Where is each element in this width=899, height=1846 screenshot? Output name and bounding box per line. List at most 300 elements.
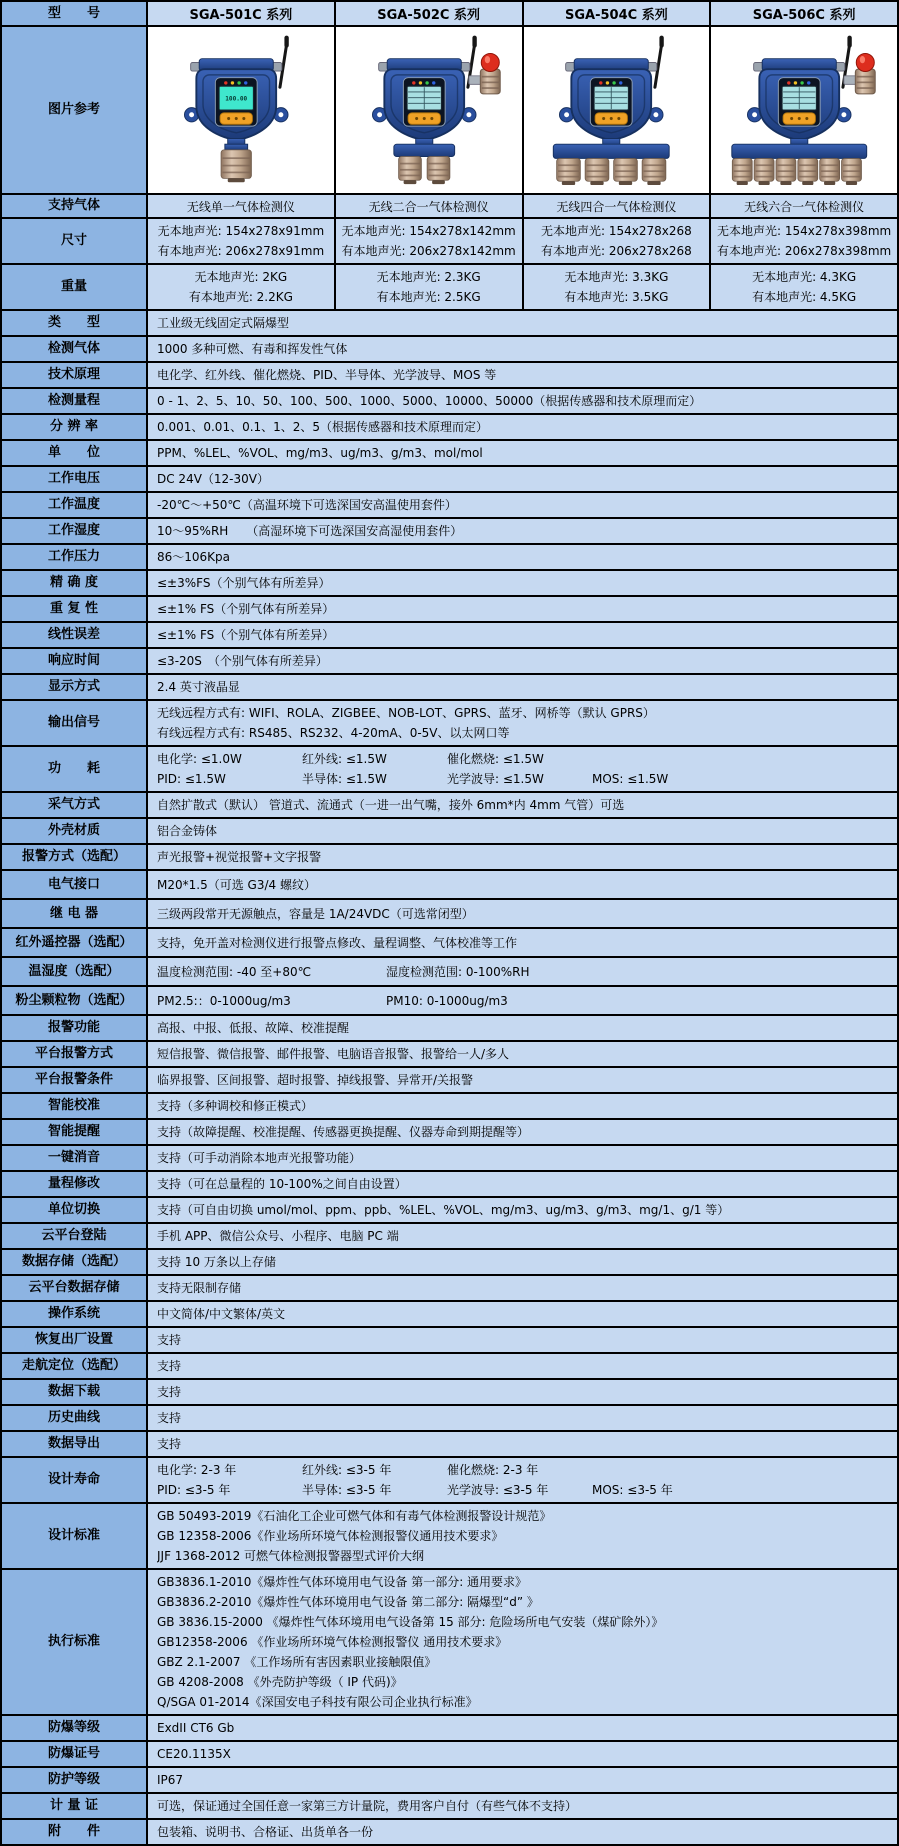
size-line: 无本地声光: 154x278x398mm: [717, 224, 892, 238]
sensor-cylinder: [586, 158, 610, 185]
spec-row-label: 技术原理: [2, 363, 148, 387]
spec-row-label: 数据下载: [2, 1380, 148, 1404]
spec-line: [157, 1480, 888, 1500]
spec-row-value: [148, 415, 897, 439]
spec-row-label: 防爆等级: [2, 1716, 148, 1740]
spec-row: [2, 927, 897, 956]
spec-row-value: [148, 1570, 897, 1714]
spec-line: GBZ 2.1-2007 《工作场所有害因素职业接触限值》: [157, 1655, 437, 1669]
spec-row-value: [148, 467, 897, 491]
spec-row-value: [148, 1504, 897, 1568]
spec-line: 手机 APP、微信公众号、小程序、电脑 PC 端: [157, 1229, 399, 1243]
spec-segment: 半导体: ≤3-5 年: [302, 1483, 392, 1497]
spec-row: [2, 1274, 897, 1300]
spec-row-value: [148, 675, 897, 699]
spec-row-value: [148, 1794, 897, 1818]
weight-line: 无本地声光: 2KG: [194, 270, 288, 284]
spec-row-value: [148, 1042, 897, 1066]
spec-line: JJF 1368-2012 可燃气体检测报警器型式评价大纲: [157, 1549, 425, 1563]
spec-row-label: 采气方式: [2, 793, 148, 817]
spec-row: [2, 335, 897, 361]
size-value-1: [334, 219, 522, 263]
keypad-buttons: [595, 113, 627, 124]
spec-line: 高报、中报、低报、故障、校准提醒: [157, 1021, 350, 1035]
spec-line: PPM、%LEL、%VOL、mg/m3、ug/m3、g/m3、mol/mol: [157, 446, 483, 460]
spec-row-value: [148, 1354, 897, 1378]
spec-line: 支持（可自由切换 umol/mol、ppm、ppb、%LEL、%VOL、mg/m3、ug/m3、g/m3、mg/1、g/1 等）: [157, 1203, 730, 1217]
spec-line: 三级两段常开无源触点，容量是 1A/24VDC（可选常闭型）: [157, 906, 474, 921]
spec-row-value: [148, 747, 897, 791]
sensor-cylinder: [427, 157, 450, 185]
keypad-buttons: [408, 113, 440, 124]
spec-row: [2, 1456, 897, 1502]
spec-segment: PM2.5:：0-1000ug/m3: [157, 993, 291, 1008]
spec-line: 支持（多种调校和修正模式）: [157, 1099, 314, 1113]
spec-row: [2, 1818, 897, 1844]
weight-line: 有本地声光: 3.5KG: [564, 290, 669, 304]
spec-line: 可选，保证通过全国任意一家第三方计量院，费用客户自付（有些气体不支持）: [157, 1799, 578, 1813]
spec-row-value: [148, 493, 897, 517]
spec-row-value: [148, 1458, 897, 1502]
spec-row-value: [148, 793, 897, 817]
size-line: 无本地声光: 154x278x91mm: [157, 224, 325, 238]
spec-segment: 红外线: ≤1.5W: [302, 752, 387, 766]
spec-row-label: 工作湿度: [2, 519, 148, 543]
size-line: 有本地声光: 206x278x91mm: [157, 244, 325, 258]
spec-row: [2, 413, 897, 439]
spec-row-value: [148, 819, 897, 843]
model-header-label: 型 号: [2, 2, 148, 25]
spec-row-value: [148, 871, 897, 898]
spec-row-label: 红外遥控器（选配）: [2, 929, 148, 956]
spec-row: [2, 791, 897, 817]
gas-value-2: 无线四合一气体检测仪: [522, 195, 710, 217]
spec-line: 声光报警+视觉报警+文字报警: [157, 850, 322, 864]
spec-row-label: 一键消音: [2, 1146, 148, 1170]
spec-row-value: [148, 519, 897, 543]
spec-row: [2, 439, 897, 465]
spec-row-value: [148, 1302, 897, 1326]
spec-row: [2, 543, 897, 569]
spec-row-label: 量程修改: [2, 1172, 148, 1196]
spec-row-value: [148, 1224, 897, 1248]
spec-row: [2, 1040, 897, 1066]
spec-row-label: 平台报警方式: [2, 1042, 148, 1066]
spec-row-label: 恢复出厂设置: [2, 1328, 148, 1352]
spec-line: 自然扩散式（默认） 管道式、流通式（一进一出气嘴，接外 6mm*内 4mm 气管）可选: [157, 798, 625, 812]
spec-line: GB 3836.15-2000 《爆炸性气体环境用电气设备第 15 部分: 危险场所电气安装（煤矿除外）》: [157, 1615, 664, 1629]
spec-row: [2, 1740, 897, 1766]
spec-row-label: 走航定位（选配）: [2, 1354, 148, 1378]
spec-row: [2, 517, 897, 543]
spec-row: [2, 595, 897, 621]
model-header-2: SGA-504C 系列: [522, 2, 710, 25]
spec-row: [2, 1196, 897, 1222]
size-line: 无本地声光: 154x278x142mm: [341, 224, 516, 238]
spec-segment: 光学波导: ≤3-5 年: [447, 1483, 549, 1497]
spec-line: 支持 10 万条以上存储: [157, 1255, 276, 1269]
spec-row-label: 重 复 性: [2, 597, 148, 621]
weight-line: 无本地声光: 3.3KG: [564, 270, 669, 284]
spec-line: CE20.1135X: [157, 1747, 231, 1761]
spec-row: [2, 465, 897, 491]
spec-row-value: [148, 987, 897, 1014]
spec-row: [2, 817, 897, 843]
spec-row-value: [148, 311, 897, 335]
spec-line: 0.001、0.01、0.1、1、2、5（根据传感器和技术原理而定）: [157, 420, 489, 434]
spec-row: [2, 869, 897, 898]
spec-row: [2, 1222, 897, 1248]
wireless-2in1-gas-detector-illustration: [350, 34, 508, 186]
manifold: [393, 144, 454, 156]
spec-row-value: [148, 845, 897, 869]
spec-row-label: 报警方式（选配）: [2, 845, 148, 869]
spec-line: 工业级无线固定式隔爆型: [157, 316, 290, 330]
spec-line: 0 - 1、2、5、10、50、100、500、1000、5000、10000、50000（根据传感器和技术原理而定）: [157, 394, 702, 408]
spec-line: 短信报警、微信报警、邮件报警、电脑语音报警、报警给一人/多人: [157, 1047, 510, 1061]
spec-row: [2, 898, 897, 927]
product-image-cell-3: [709, 27, 897, 193]
size-line: 有本地声光: 206x278x268: [540, 244, 692, 258]
spec-line: 有线远程方式有: RS485、RS232、4-20mA、0-5V、以太网口等: [157, 726, 510, 740]
spec-row-value: [148, 623, 897, 647]
spec-row-label: 执行标准: [2, 1570, 148, 1714]
spec-line: GB12358-2006 《作业场所环境气体检测报警仪 通用技术要求》: [157, 1635, 508, 1649]
spec-row-label: 智能提醒: [2, 1120, 148, 1144]
spec-row-value: [148, 1172, 897, 1196]
spec-line: ≤3-20S （个别气体有所差异）: [157, 654, 328, 668]
sensor-cylinder: [221, 150, 251, 182]
spec-row: [2, 387, 897, 413]
spec-segment: PID: ≤3-5 年: [157, 1483, 231, 1497]
wireless-single-gas-detector-illustration: [162, 34, 320, 186]
spec-segment: 温度检测范围: -40 至+80℃: [157, 964, 312, 979]
spec-line: 铝合金铸体: [157, 824, 218, 838]
sensor-cylinder: [643, 158, 667, 185]
spec-row-value: [148, 1820, 897, 1844]
spec-row: [2, 1014, 897, 1040]
size-row-label: 尺寸: [2, 219, 148, 263]
spec-line: ≤±1% FS（个别气体有所差异）: [157, 602, 335, 616]
weight-value-1: [334, 265, 522, 309]
spec-row-label: 防护等级: [2, 1768, 148, 1792]
spec-segment: 半导体: ≤1.5W: [302, 772, 387, 786]
spec-segment: MOS: ≤1.5W: [592, 772, 669, 786]
spec-line: [157, 1460, 888, 1480]
spec-row-value: [148, 1016, 897, 1040]
spec-line: Q/SGA 01-2014《深国安电子科技有限公司企业执行标准》: [157, 1695, 478, 1709]
spec-line: [157, 749, 888, 769]
image-row: [2, 25, 897, 193]
weight-value-2: [522, 265, 710, 309]
spec-row-value: [148, 1198, 897, 1222]
spec-row-label: 数据导出: [2, 1432, 148, 1456]
spec-row-label: 线性误差: [2, 623, 148, 647]
spec-row-label: 精 确 度: [2, 571, 148, 595]
spec-row: [2, 1378, 897, 1404]
spec-line: 支持: [157, 1359, 182, 1373]
spec-row: [2, 745, 897, 791]
size-value-2: [522, 219, 710, 263]
spec-row: [2, 309, 897, 335]
spec-row: [2, 1714, 897, 1740]
spec-line: 2.4 英寸液晶显: [157, 680, 240, 694]
spec-row-label: 历史曲线: [2, 1406, 148, 1430]
spec-line: ExdII CT6 Gb: [157, 1721, 235, 1735]
spec-row-label: 工作压力: [2, 545, 148, 569]
spec-row-label: 数据存储（选配）: [2, 1250, 148, 1274]
size-line: 无本地声光: 154x278x268: [540, 224, 692, 238]
sensor-cylinder: [614, 158, 638, 185]
size-value-0: [148, 219, 334, 263]
manifold: [732, 144, 867, 158]
spec-line: 无线远程方式有: WIFI、ROLA、ZIGBEE、NOB-LOT、GPRS、蓝牙、网桥等（默认 GPRS）: [157, 706, 655, 720]
spec-row-label: 继 电 器: [2, 900, 148, 927]
sensor-cylinder: [557, 158, 581, 185]
spec-row-value: [148, 1432, 897, 1456]
spec-line: 10～95%RH （高湿环境下可选深国安高湿使用套件）: [157, 524, 463, 538]
spec-line: GB3836.1-2010《爆炸性气体环境用电气设备 第一部分: 通用要求》: [157, 1575, 528, 1589]
spec-segment: 催化燃烧: ≤1.5W: [447, 752, 544, 766]
spec-row: [2, 361, 897, 387]
spec-row-value: [148, 571, 897, 595]
spec-row: [2, 1092, 897, 1118]
spec-row-value: [148, 958, 897, 985]
model-header-1: SGA-502C 系列: [334, 2, 522, 25]
spec-row-label: 报警功能: [2, 1016, 148, 1040]
spec-row: [2, 1502, 897, 1568]
spec-line: 包装箱、说明书、合格证、出货单各一份: [157, 1825, 374, 1839]
spec-row-value: [148, 389, 897, 413]
lcd-reading: 100.00: [225, 95, 248, 103]
spec-row-value: [148, 1742, 897, 1766]
size-line: 有本地声光: 206x278x398mm: [717, 244, 892, 258]
spec-row-label: 操作系统: [2, 1302, 148, 1326]
spec-row-label: 工作电压: [2, 467, 148, 491]
weight-value-0: [148, 265, 334, 309]
spec-line: M20*1.5（可选 G3/4 螺纹）: [157, 877, 316, 892]
spec-line: 支持: [157, 1385, 182, 1399]
spec-row-value: [148, 1716, 897, 1740]
spec-line: GB 4208-2008 《外壳防护等级（ IP 代码)》: [157, 1675, 403, 1689]
keypad-buttons: [220, 113, 252, 124]
weight-line: 有本地声光: 2.2KG: [188, 290, 293, 304]
spec-line: [157, 769, 888, 789]
spec-row-label: 外壳材质: [2, 819, 148, 843]
spec-row-label: 单位切换: [2, 1198, 148, 1222]
spec-row-label: 分 辨 率: [2, 415, 148, 439]
spec-line: [157, 991, 888, 1011]
weight-line: 有本地声光: 2.5KG: [376, 290, 481, 304]
spec-row: [2, 1300, 897, 1326]
spec-row-value: [148, 441, 897, 465]
weight-line: 无本地声光: 2.3KG: [376, 270, 481, 284]
weight-row-label: 重量: [2, 265, 148, 309]
spec-row: [2, 1118, 897, 1144]
spec-row: [2, 673, 897, 699]
spec-line: IP67: [157, 1773, 184, 1787]
spec-row-label: 智能校准: [2, 1094, 148, 1118]
spec-row-value: [148, 1768, 897, 1792]
spec-row: [2, 956, 897, 985]
spec-line: 86～106Kpa: [157, 550, 231, 564]
spec-segment: PID: ≤1.5W: [157, 772, 226, 786]
sensor-cylinder: [398, 157, 421, 185]
sensor-cylinder: [754, 158, 774, 185]
spec-row-value: [148, 597, 897, 621]
spec-segment: 催化燃烧: 2-3 年: [447, 1463, 539, 1477]
spec-row: [2, 1430, 897, 1456]
weight-value-3: [709, 265, 897, 309]
spec-segment: PM10: 0-1000ug/m3: [386, 993, 508, 1008]
spec-line: ≤±3%FS（个别气体有所差异）: [157, 576, 331, 590]
spec-row: [2, 1568, 897, 1714]
spec-row: [2, 1352, 897, 1378]
spec-row-value: [148, 1406, 897, 1430]
spec-row: [2, 1766, 897, 1792]
sensor-cylinder: [798, 158, 818, 185]
spec-row-value: [148, 649, 897, 673]
spec-row-value: [148, 545, 897, 569]
spec-row-label: 云平台数据存储: [2, 1276, 148, 1300]
spec-line: GB 12358-2006《作业场所环境气体检测报警仪通用技术要求》: [157, 1529, 504, 1543]
spec-row-label: 电气接口: [2, 871, 148, 898]
spec-row-label: 设计寿命: [2, 1458, 148, 1502]
spec-row-label: 检测量程: [2, 389, 148, 413]
gas-value-3: 无线六合一气体检测仪: [709, 195, 897, 217]
spec-row-label: 防爆证号: [2, 1742, 148, 1766]
size-value-3: [709, 219, 897, 263]
spec-row-label: 附 件: [2, 1820, 148, 1844]
spec-row-value: [148, 1276, 897, 1300]
spec-row-value: [148, 337, 897, 361]
size-line: 有本地声光: 206x278x142mm: [341, 244, 516, 258]
spec-row-value: [148, 1120, 897, 1144]
spec-row-label: 设计标准: [2, 1504, 148, 1568]
spec-row-value: [148, 701, 897, 745]
spec-row: [2, 647, 897, 673]
spec-row-value: [148, 1328, 897, 1352]
spec-line: 1000 多种可燃、有毒和挥发性气体: [157, 342, 348, 356]
spec-row-label: 功 耗: [2, 747, 148, 791]
spec-line: ≤±1% FS（个别气体有所差异）: [157, 628, 335, 642]
gas-value-0: 无线单一气体检测仪: [148, 195, 334, 217]
product-image-cell-2: [522, 27, 710, 193]
spec-segment: 电化学: 2-3 年: [157, 1463, 237, 1477]
spec-line: 支持: [157, 1437, 182, 1451]
manifold: [554, 144, 670, 158]
spec-line: 支持，免开盖对检测仪进行报警点修改、量程调整、气体校准等工作: [157, 935, 518, 950]
spec-row: [2, 1170, 897, 1196]
spec-row-label: 检测气体: [2, 337, 148, 361]
sensor-cylinder: [732, 158, 752, 185]
model-header-3: SGA-506C 系列: [709, 2, 897, 25]
spec-row: [2, 699, 897, 745]
spec-row: [2, 843, 897, 869]
spec-row: [2, 1144, 897, 1170]
spec-line: 支持: [157, 1333, 182, 1347]
sensor-cylinder: [776, 158, 796, 185]
sensor-cylinder: [820, 158, 840, 185]
spec-row-value: [148, 363, 897, 387]
spec-segment: 电化学: ≤1.0W: [157, 752, 242, 766]
spec-line: 支持（故障提醒、校准提醒、传感器更换提醒、仪器寿命到期提醒等）: [157, 1125, 530, 1139]
product-image-cell-0: [148, 27, 334, 193]
spec-line: 电化学、红外线、催化燃烧、PID、半导体、光学波导、MOS 等: [157, 368, 497, 382]
gas-row: [2, 193, 897, 217]
spec-row-label: 响应时间: [2, 649, 148, 673]
spec-line: -20℃～+50℃（高温环境下可选深国安高温使用套件）: [157, 498, 457, 512]
spec-row: [2, 1792, 897, 1818]
spec-line: 支持: [157, 1411, 182, 1425]
spec-row-label: 输出信号: [2, 701, 148, 745]
spec-row-label: 平台报警条件: [2, 1068, 148, 1092]
header-row: [2, 2, 897, 25]
spec-row: [2, 1066, 897, 1092]
spec-line: GB3836.2-2010《爆炸性气体环境用电气设备 第二部分: 隔爆型“d” 》: [157, 1595, 539, 1609]
weight-row: [2, 263, 897, 309]
spec-row-label: 温湿度（选配）: [2, 958, 148, 985]
spec-segment: 光学波导: ≤1.5W: [447, 772, 544, 786]
spec-line: 支持（可手动消除本地声光报警功能）: [157, 1151, 362, 1165]
spec-row-label: 显示方式: [2, 675, 148, 699]
product-image-cell-1: [334, 27, 522, 193]
weight-line: 有本地声光: 4.5KG: [752, 290, 857, 304]
spec-row: [2, 1404, 897, 1430]
spec-row-value: [148, 1250, 897, 1274]
spec-row: [2, 1248, 897, 1274]
spec-row-label: 工作温度: [2, 493, 148, 517]
sensor-cylinder: [842, 158, 862, 185]
weight-line: 无本地声光: 4.3KG: [752, 270, 857, 284]
spec-row-value: [148, 1068, 897, 1092]
spec-line: [157, 962, 888, 982]
spec-row-value: [148, 1094, 897, 1118]
spec-line: 临界报警、区间报警、超时报警、掉线报警、异常开/关报警: [157, 1073, 474, 1087]
gas-value-1: 无线二合一气体检测仪: [334, 195, 522, 217]
size-row: [2, 217, 897, 263]
spec-row: [2, 1326, 897, 1352]
spec-row: [2, 621, 897, 647]
spec-segment: 红外线: ≤3-5 年: [302, 1463, 392, 1477]
spec-line: DC 24V（12-30V）: [157, 472, 269, 486]
spec-row: [2, 491, 897, 517]
spec-line: 支持（可在总量程的 10-100%之间自由设置）: [157, 1177, 407, 1191]
spec-line: 支持无限制存储: [157, 1281, 242, 1295]
spec-row-label: 粉尘颗粒物（选配）: [2, 987, 148, 1014]
spec-line: 中文简体/中文繁体/英文: [157, 1307, 286, 1321]
wireless-6in1-gas-detector-illustration: [725, 34, 883, 186]
spec-row-label: 云平台登陆: [2, 1224, 148, 1248]
wireless-4in1-gas-detector-illustration: [537, 34, 695, 186]
spec-row-label: 单 位: [2, 441, 148, 465]
spec-row-label: 类 型: [2, 311, 148, 335]
image-row-label: 图片参考: [2, 27, 148, 193]
spec-segment: MOS: ≤3-5 年: [592, 1483, 673, 1497]
spec-row-value: [148, 1146, 897, 1170]
spec-row-value: [148, 929, 897, 956]
spec-row-label: 计 量 证: [2, 1794, 148, 1818]
spec-row-value: [148, 900, 897, 927]
spec-segment: 湿度检测范围: 0-100%RH: [386, 964, 530, 979]
spec-line: GB 50493-2019《石油化工企业可燃气体和有毒气体检测报警设计规范》: [157, 1509, 552, 1523]
gas-row-label: 支持气体: [2, 195, 148, 217]
spec-row-value: [148, 1380, 897, 1404]
spec-row: [2, 569, 897, 595]
model-header-0: SGA-501C 系列: [148, 2, 334, 25]
spec-row: [2, 985, 897, 1014]
keypad-buttons: [783, 113, 815, 124]
